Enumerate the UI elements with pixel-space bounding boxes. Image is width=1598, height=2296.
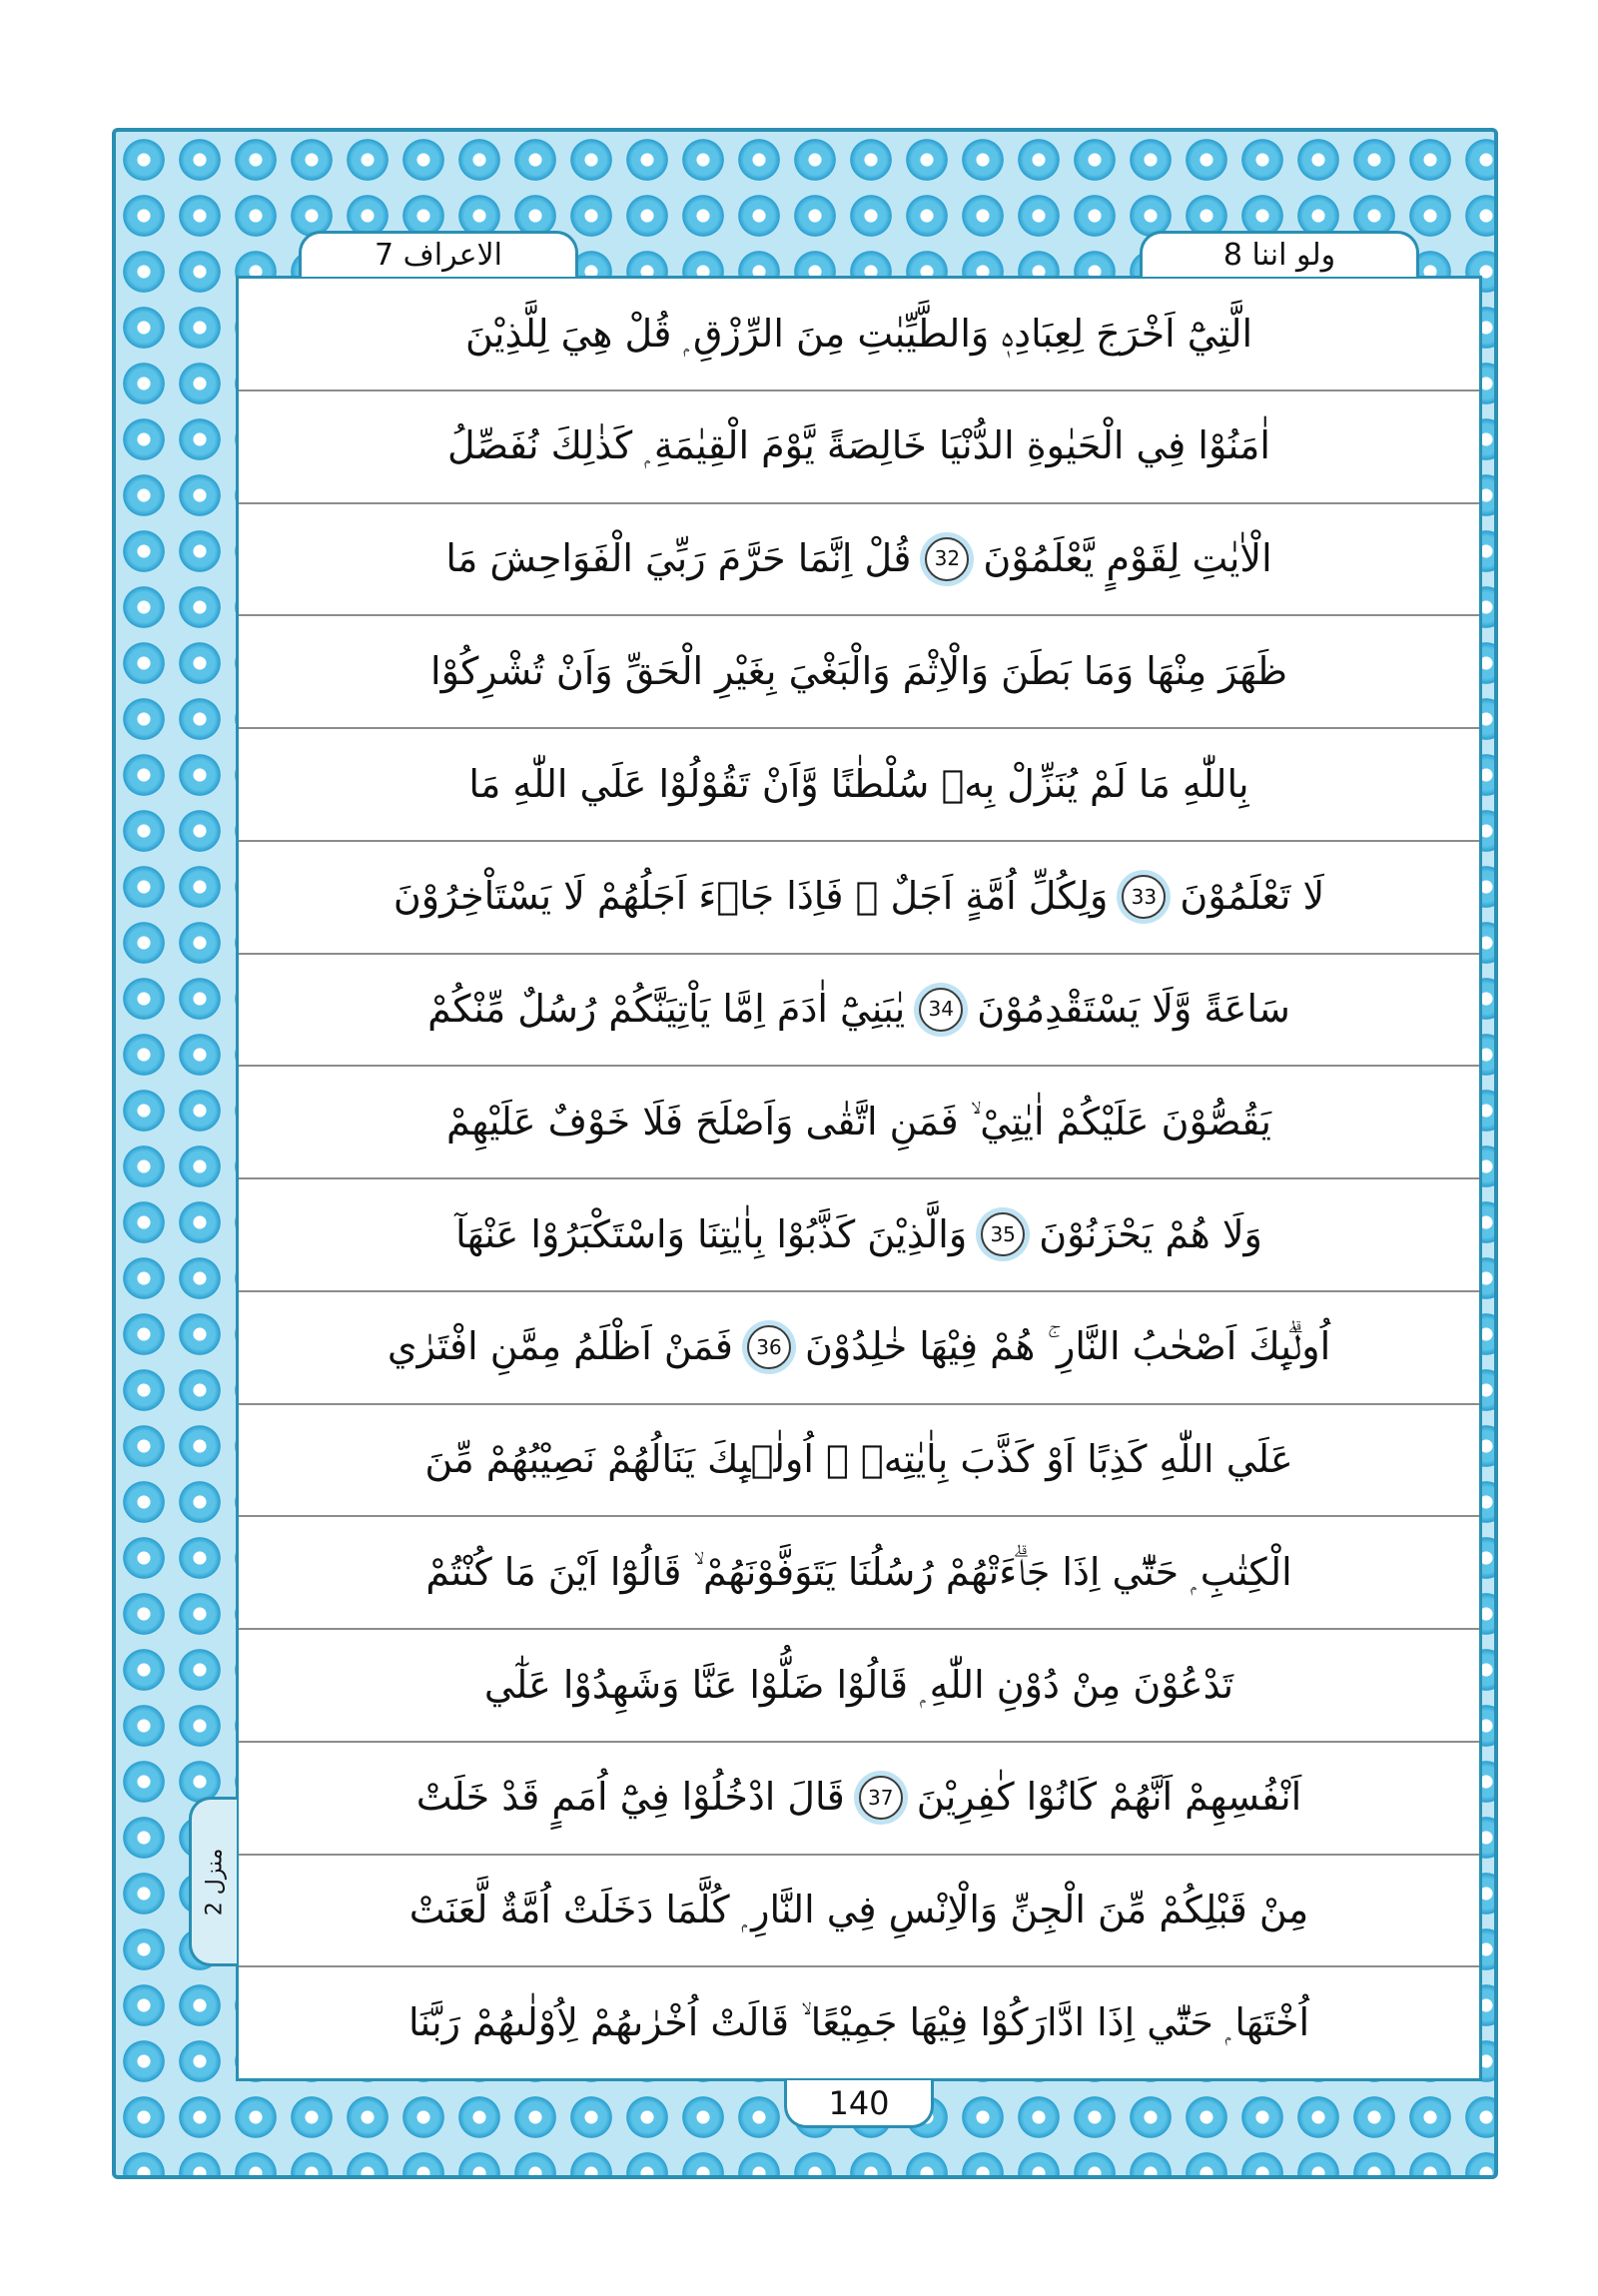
verse-line-content <box>430 648 1287 696</box>
verse-text: اُولٰۗىِٕكَ اَصْحٰبُ النَّارِ ۚ هُمْ فِيْهَا خٰلِدُوْنَ <box>804 1324 1331 1369</box>
verse-line-content <box>447 422 1270 470</box>
verse-line <box>239 1179 1479 1292</box>
verse-line-content <box>455 1211 1262 1259</box>
verse-text-continued: قَالَ ادْخُلُوْا فِيْٓ اُمَمٍ قَدْ خَلَتْ <box>415 1775 845 1820</box>
verse-text: سَاعَةً وَّلَا يَسْتَقْدِمُوْنَ <box>977 987 1290 1032</box>
verse-text: ظَهَرَ مِنْهَا وَمَا بَطَنَ وَالْاِثْمَ وَالْبَغْيَ بِغَيْرِ الْحَقِّ وَاَنْ تُشْرِكُوْا <box>430 648 1287 693</box>
verse-line-content <box>484 1662 1233 1710</box>
verse-text: الَّتِيْٓ اَخْرَجَ لِعِبَادِهٖ وَالطَّيِّبٰتِ مِنَ الرِّزْقِ ۭ قُلْ هِيَ لِلَّذِيْنَ <box>464 311 1253 356</box>
verse-line <box>239 616 1479 729</box>
verse-text-continued: يٰبَنِيْٓ اٰدَمَ اِمَّا يَاْتِيَنَّكُمْ رُسُلٌ مِّنْكُمْ <box>427 987 906 1032</box>
verse-line-content <box>388 1323 1330 1371</box>
verse-text: اَنْفُسِهِمْ اَنَّهُمْ كَانُوْا كٰفِرِيْنَ <box>916 1775 1302 1820</box>
verse-text: الْكِتٰبِ ۭ حَتّٰٓي اِذَا جَاۗءَتْهُمْ رُسُلُنَا يَتَوَفَّوْنَهُمْ ۙ قَالُوْٓا اَيْنَ مَا كُنْتُمْ <box>425 1549 1292 1594</box>
verse-text-continued: وَالَّذِيْنَ كَذَّبُوْا بِاٰيٰتِنَا وَاسْتَكْبَرُوْا عَنْهَآ <box>455 1211 968 1256</box>
verse-line-content <box>468 761 1248 809</box>
verse-line <box>239 391 1479 504</box>
verse-text: مِنْ قَبْلِكُمْ مِّنَ الْجِنِّ وَالْاِنْسِ فِي النَّارِ ۭ كُلَّمَا دَخَلَتْ اُمَّةٌ لَّعَنَتْ <box>408 1888 1309 1932</box>
verse-line-content <box>408 1999 1309 2047</box>
verse-line <box>239 504 1479 617</box>
verse-text: اٰمَنُوْا فِي الْحَيٰوةِ الدُّنْيَا خَالِصَةً يَّوْمَ الْقِيٰمَةِ ۭ كَذٰلِكَ نُفَصِّلُ <box>447 423 1270 468</box>
header-surah-name: الاعراف 7 <box>299 231 578 277</box>
verse-text: يَقُصُّوْنَ عَلَيْكُمْ اٰيٰتِيْ ۙ فَمَنِ اتَّقٰى وَاَصْلَحَ فَلَا خَوْفٌ عَلَيْهِمْ <box>446 1099 1271 1144</box>
verse-text-continued: قُلْ اِنَّمَا حَرَّمَ رَبِّيَ الْفَوَاحِشَ مَا <box>445 536 912 581</box>
manzil-label: منزل 2 <box>202 1848 228 1915</box>
header-juz-name: ولو اننا 8 <box>1140 231 1419 277</box>
verse-line-content <box>465 311 1252 359</box>
verse-line <box>239 1967 1479 2078</box>
verse-line <box>239 1405 1479 1518</box>
verse-text: بِاللّٰهِ مَا لَمْ يُنَزِّلْ بِهٖ سُلْطٰنًا وَّاَنْ تَقُوْلُوْا عَلَي اللّٰهِ مَا <box>468 761 1249 806</box>
ayah-number-marker: 37 <box>859 1776 903 1820</box>
verse-line-content <box>446 1099 1271 1147</box>
manzil-marker <box>189 1797 237 1966</box>
ayah-number-marker: 34 <box>919 988 963 1032</box>
verse-text: تَدْعُوْنَ مِنْ دُوْنِ اللّٰهِ ۭ قَالُوْا ضَلُّوْا عَنَّا وَشَهِدُوْا عَلٰٓي <box>483 1662 1234 1707</box>
page-number: 140 <box>784 2080 934 2128</box>
verse-line <box>239 1067 1479 1179</box>
verse-line-content <box>394 873 1324 921</box>
text-panel <box>202 238 1482 2122</box>
ayah-number-marker: 36 <box>747 1325 791 1369</box>
verse-line-content <box>427 986 1290 1034</box>
verse-line-content <box>416 1774 1302 1822</box>
verse-text: عَلَي اللّٰهِ كَذِبًا اَوْ كَذَّبَ بِاٰيٰتِهٖ ۭ اُولٰۗىِٕكَ يَنَالُهُمْ نَصِيْبُهُمْ مِّنَ <box>424 1437 1293 1482</box>
verse-line-content <box>424 1436 1292 1484</box>
verse-text: اُخْتَهَا ۭ حَتّٰٓي اِذَا ادَّارَكُوْا فِيْهَا جَمِيْعًا ۙ قَالَتْ اُخْرٰىهُمْ لِاُوْلٰىهُمْ رَبَّنَا <box>407 1999 1310 2044</box>
verse-line <box>239 1292 1479 1405</box>
verse-line <box>239 1743 1479 1856</box>
verse-line <box>239 1856 1479 1968</box>
verse-line <box>239 1630 1479 1743</box>
verse-text: الْاٰيٰتِ لِقَوْمٍ يَّعْلَمُوْنَ <box>983 536 1272 581</box>
verse-line <box>239 955 1479 1068</box>
ayah-number-marker: 35 <box>981 1212 1025 1256</box>
verse-line-content <box>425 1549 1291 1597</box>
verse-line <box>239 279 1479 391</box>
verse-text: وَلَا هُمْ يَحْزَنُوْنَ <box>1039 1211 1262 1256</box>
verse-line <box>239 842 1479 955</box>
ayah-number-marker: 32 <box>925 537 969 581</box>
verse-text-continued: فَمَنْ اَظْلَمُ مِمَّنِ افْتَرٰي <box>387 1324 733 1369</box>
verse-line <box>239 1517 1479 1630</box>
verse-text-continued: وَلِكُلِّ اُمَّةٍ اَجَلٌ ۚ فَاِذَا جَاۗءَ اَجَلُهُمْ لَا يَسْتَاْخِرُوْنَ <box>393 874 1109 919</box>
verse-text: لَا تَعْلَمُوْنَ <box>1180 874 1325 919</box>
verse-line-content <box>409 1887 1308 1934</box>
verse-line-content <box>445 535 1271 583</box>
ayah-number-marker: 33 <box>1122 875 1166 919</box>
verse-lines <box>239 279 1479 2078</box>
verse-line <box>239 729 1479 842</box>
